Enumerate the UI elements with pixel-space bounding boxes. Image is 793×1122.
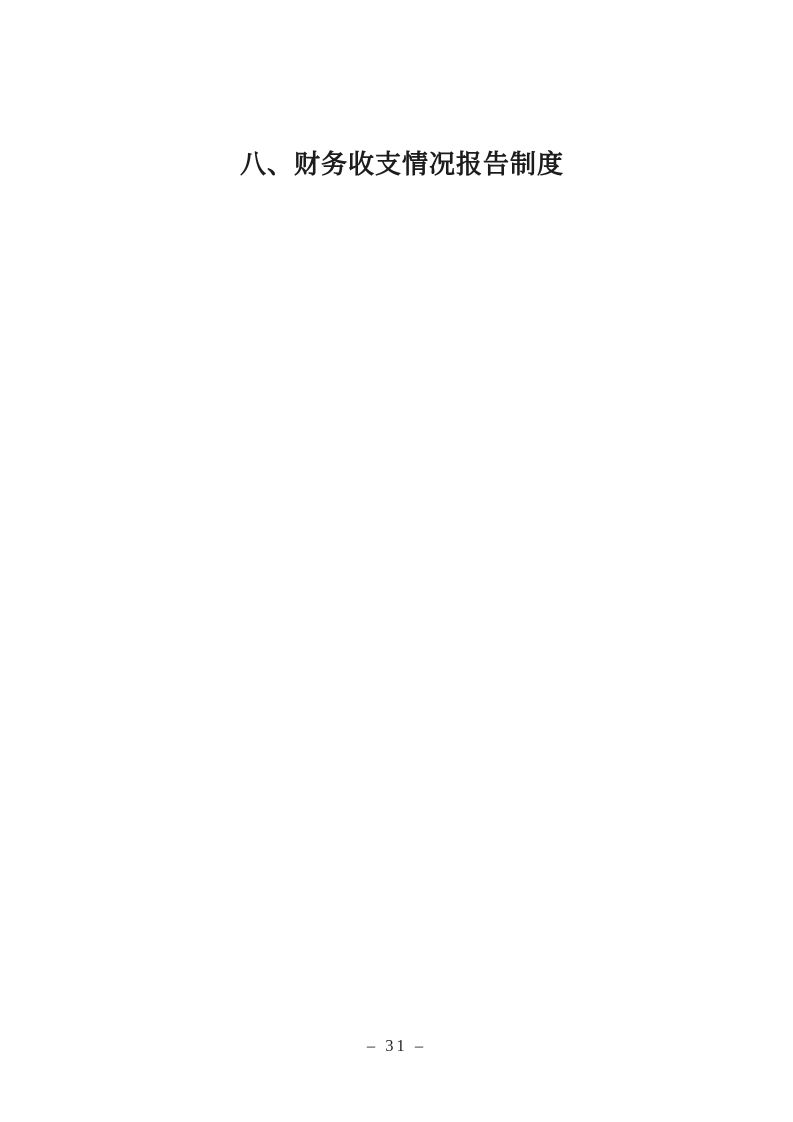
page-number: – 31 – <box>366 1036 427 1055</box>
section-heading: 八、财务收支情况报告制度 <box>239 149 564 179</box>
document-body <box>97 140 707 219</box>
